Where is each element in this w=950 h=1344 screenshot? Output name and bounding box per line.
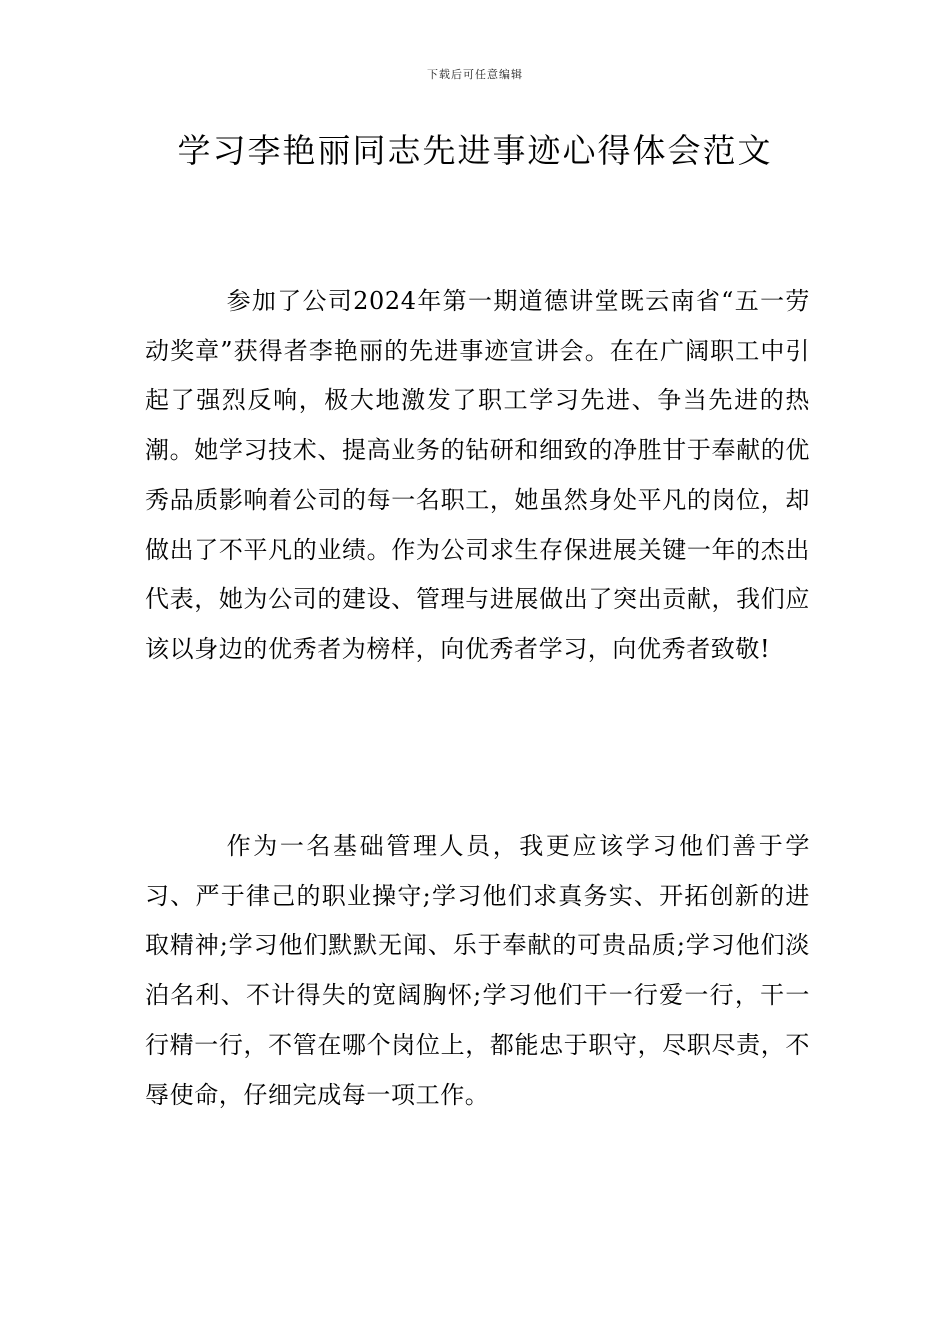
paragraph-2: 作为一名基础管理人员，我更应该学习他们善于学习、严于律己的职业操守;学习他们求真务实、开拓创新的进取精神;学习他们默默无闻、乐于奉献的可贵品质;学习他们淡泊名利、不计得失的宽阔胸怀;学习他们干一行爱一行，干一行精一行，不管在哪个岗位上，都能忠于职守，尽职尽责，不辱使命，仔细完成每一项工作。 xyxy=(145,832,810,1109)
paragraph-1: 参加了公司2024年第一期道德讲堂既云南省“五一劳动奖章”获得者李艳丽的先进事迹宣讲会。在在广阔职工中引起了强烈反响，极大地激发了职工学习先进、争当先进的热潮。她学习技术、提高业务的钻研和细致的净胜甘于奉献的优秀品质影响着公司的每一名职工，她虽然身处平凡的岗位，却做出了不平凡的业绩。作为公司求生存保进展关键一年的杰出代表，她为公司的建设、管理与进展做出了突出贡献，我们应该以身边的优秀者为榜样，向优秀者学习，向优秀者致敬! xyxy=(145,287,810,663)
document-title: 学习李艳丽同志先进事迹心得体会范文 xyxy=(177,131,773,170)
header-note: 下载后可任意编辑 xyxy=(427,68,523,81)
